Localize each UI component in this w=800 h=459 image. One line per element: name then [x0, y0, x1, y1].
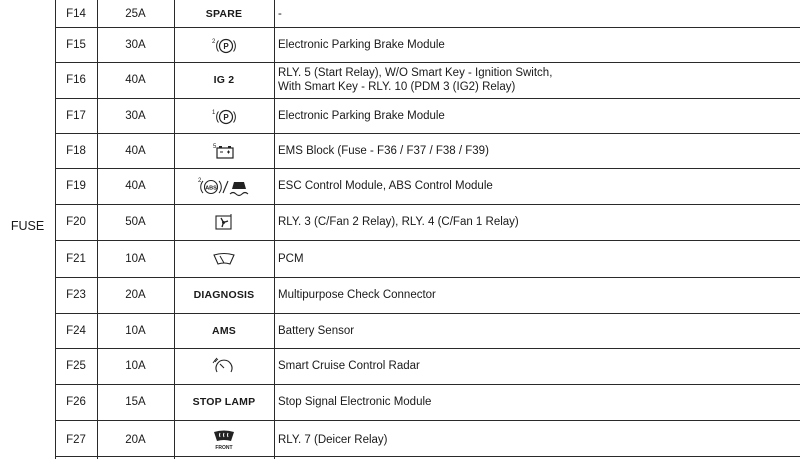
svg-text:ABS: ABS	[205, 185, 217, 192]
fuse-id: F15	[66, 38, 86, 51]
fuse-row	[55, 98, 800, 133]
fuse-description: Stop Signal Electronic Module	[278, 396, 432, 408]
fuse-row	[55, 204, 800, 240]
fuse-row	[55, 240, 800, 277]
parking-brake-1-icon	[210, 106, 238, 126]
fuse-group-label: FUSE	[10, 219, 45, 233]
fuse-row	[55, 0, 800, 27]
fuse-id: F18	[66, 144, 86, 157]
row-divider	[55, 420, 800, 421]
fuse-description: Multipurpose Check Connector	[278, 289, 436, 301]
symbol-text: SPARE	[205, 7, 243, 20]
fuse-symbol	[174, 348, 274, 384]
fuse-id: F24	[66, 324, 86, 337]
battery-5-icon	[210, 141, 238, 161]
fuse-row	[55, 277, 800, 313]
symbol-text: IG 2	[213, 74, 235, 86]
fuse-row	[55, 133, 800, 168]
fuse-description: RLY. 5 (Start Relay), W/O Smart Key - Ignition Switch, With Smart Key - RLY. 10 (PDM 3 (IG2) Relay)	[278, 67, 553, 93]
fuse-rating: 50A	[125, 216, 146, 228]
cruise-radar-icon	[212, 356, 236, 376]
svg-text:P: P	[223, 112, 229, 122]
fuse-rating: 20A	[125, 433, 146, 446]
row-divider	[55, 313, 800, 314]
fuse-symbol-label	[174, 0, 274, 27]
fuse-description: ESC Control Module, ABS Control Module	[278, 180, 493, 192]
fuse-symbol	[174, 168, 274, 204]
fuse-symbol-label	[174, 313, 274, 348]
symbol-text: STOP LAMP	[192, 396, 256, 408]
fuse-rating: 10A	[125, 324, 146, 337]
fuse-symbol	[174, 98, 274, 133]
fuse-description: Battery Sensor	[278, 324, 355, 337]
fuse-symbol	[174, 27, 274, 62]
fuse-rating: 30A	[125, 38, 146, 51]
wiper-icon	[212, 251, 236, 267]
svg-text:2: 2	[198, 178, 202, 184]
row-divider	[55, 384, 800, 385]
row-divider	[55, 98, 800, 99]
row-divider	[55, 62, 800, 63]
row-divider	[55, 168, 800, 169]
fuse-description: PCM	[278, 252, 304, 265]
fuse-id: F20	[66, 216, 86, 228]
fuse-symbol	[174, 420, 274, 459]
row-divider	[55, 456, 800, 457]
row-divider	[55, 348, 800, 349]
fuse-rating: 10A	[125, 252, 146, 265]
row-divider	[55, 133, 800, 134]
fuse-id: F14	[66, 7, 86, 20]
svg-text:1: 1	[212, 109, 216, 116]
fuse-description: RLY. 7 (Deicer Relay)	[278, 433, 388, 446]
fuse-description: Electronic Parking Brake Module	[278, 38, 445, 51]
svg-text:5: 5	[213, 143, 217, 150]
fuse-rating: 40A	[125, 180, 146, 192]
parking-brake-2-icon	[210, 35, 238, 55]
fuse-symbol	[174, 240, 274, 277]
fuse-symbol-label	[174, 384, 274, 420]
fuse-row	[55, 384, 800, 420]
fuse-rating: 25A	[125, 7, 146, 20]
row-divider	[55, 204, 800, 205]
fuse-id: F21	[66, 252, 86, 265]
fuse-description: RLY. 3 (C/Fan 2 Relay), RLY. 4 (C/Fan 1 Relay)	[278, 216, 519, 228]
fuse-id: F25	[66, 360, 86, 372]
fuse-description: Smart Cruise Control Radar	[278, 360, 420, 372]
fuse-symbol-label	[174, 62, 274, 98]
fuse-rating: 30A	[125, 109, 146, 122]
row-divider	[55, 27, 800, 28]
fuse-symbol	[174, 133, 274, 168]
fuse-row	[55, 313, 800, 348]
fuse-id: F23	[66, 289, 86, 301]
fuse-description: -	[278, 7, 282, 20]
fuse-row	[55, 420, 800, 459]
svg-text:P: P	[223, 41, 229, 51]
fuse-id: F19	[66, 180, 86, 192]
svg-text:FRONT: FRONT	[215, 444, 233, 451]
fuse-row	[55, 62, 800, 98]
fuse-row	[55, 168, 800, 204]
fuse-symbol	[174, 204, 274, 240]
abs-esc-icon	[197, 175, 251, 197]
fuse-description: EMS Block (Fuse - F36 / F37 / F38 / F39)	[278, 144, 489, 157]
fuse-rating: 20A	[125, 289, 146, 301]
fuse-id: F26	[66, 396, 86, 408]
fuse-id: F17	[66, 109, 86, 122]
row-divider	[55, 277, 800, 278]
symbol-text: AMS	[212, 324, 236, 337]
row-divider	[55, 240, 800, 241]
fuse-id: F16	[66, 74, 86, 86]
fuse-rating: 15A	[125, 396, 146, 408]
symbol-text: DIAGNOSIS	[193, 289, 255, 301]
front-defroster-icon	[211, 429, 237, 451]
fuse-rating: 40A	[125, 74, 146, 86]
fuse-rating: 10A	[125, 360, 146, 372]
fuse-id: F27	[66, 433, 86, 446]
fuse-rating: 40A	[125, 144, 146, 157]
svg-text:2: 2	[212, 38, 216, 45]
fuse-row	[55, 27, 800, 62]
fuse-description: Electronic Parking Brake Module	[278, 109, 445, 122]
fuse-symbol-label	[174, 277, 274, 313]
cooling-fan-icon	[213, 212, 235, 232]
fuse-row	[55, 348, 800, 384]
